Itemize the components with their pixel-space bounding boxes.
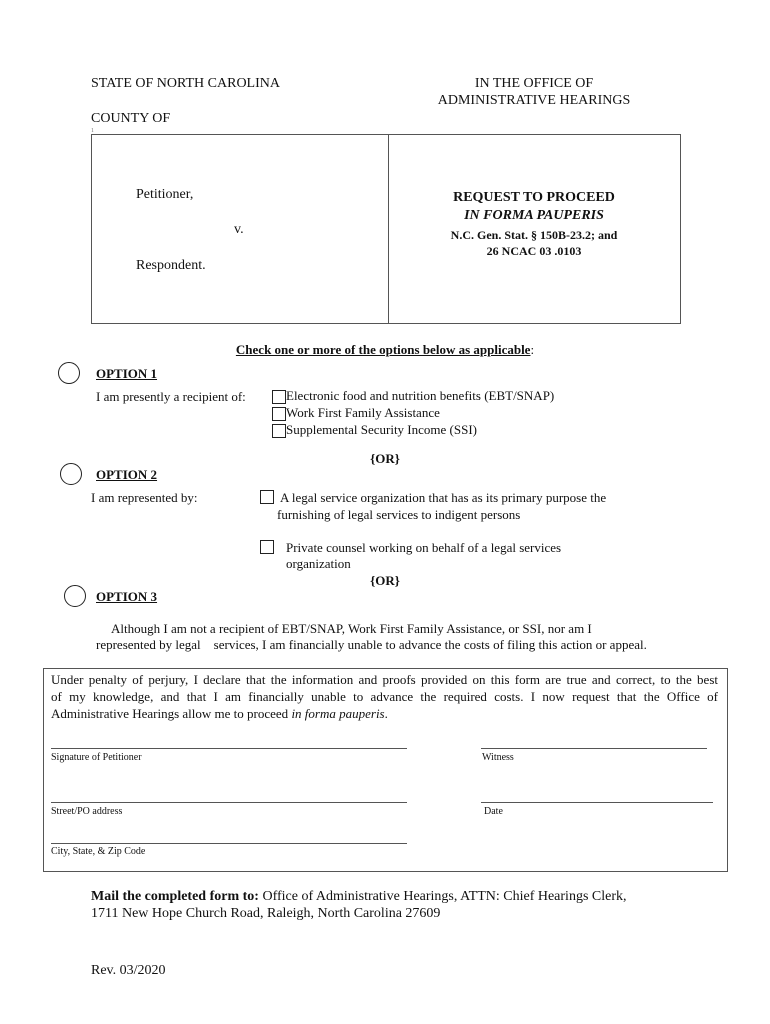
mail-address-line2: 1711 New Hope Church Road, Raleigh, North Carolina 27609 xyxy=(91,906,441,921)
option2-lead: I am represented by: xyxy=(91,490,198,505)
instructions-colon: : xyxy=(530,342,535,357)
street-address-line[interactable] xyxy=(51,802,407,803)
ssi-label: Supplemental Security Income (SSI) xyxy=(286,422,477,437)
petitioner-label: Petitioner, xyxy=(136,187,194,202)
date-label: Date xyxy=(484,806,503,817)
option1-lead: I am presently a recipient of: xyxy=(96,389,246,404)
witness-label: Witness xyxy=(482,752,514,763)
form-title: REQUEST TO PROCEED xyxy=(453,190,615,205)
revision-label: Rev. 03/2020 xyxy=(91,963,166,978)
option3-text-line1: Although I am not a recipient of EBT/SNAP, Work First Family Assistance, or SSI, nor am I xyxy=(111,621,592,636)
private-counsel-checkbox[interactable] xyxy=(260,540,274,554)
signature-label: Signature of Petitioner xyxy=(51,752,142,763)
instructions-line xyxy=(91,342,679,358)
or-separator-1: {OR} xyxy=(370,451,400,466)
date-line[interactable] xyxy=(481,802,713,803)
office-heading-line2: ADMINISTRATIVE HEARINGS xyxy=(437,93,631,108)
option2-label: OPTION 2 xyxy=(96,467,158,482)
city-state-zip-line[interactable] xyxy=(51,843,407,844)
state-heading: STATE OF NORTH CAROLINA xyxy=(91,76,280,91)
ebt-snap-checkbox[interactable] xyxy=(272,390,286,404)
declaration-line2: of my knowledge, and that I am financially unable to advance the required costs. I now request that the Office of xyxy=(51,689,718,704)
private-counsel-line2: organization xyxy=(286,556,351,571)
form-title-italic: IN FORMA PAUPERIS xyxy=(464,208,604,223)
option2-radio[interactable] xyxy=(60,463,82,485)
ebt-snap-label: Electronic food and nutrition benefits (EBT/SNAP) xyxy=(286,388,555,403)
or-separator-2: {OR} xyxy=(370,573,400,588)
signature-line[interactable] xyxy=(51,748,407,749)
witness-line[interactable] xyxy=(481,748,707,749)
versus-label: v. xyxy=(234,222,244,237)
mail-lead: Mail the completed form to: xyxy=(91,889,259,904)
work-first-checkbox[interactable] xyxy=(272,407,286,421)
respondent-label: Respondent. xyxy=(136,258,206,273)
legal-service-org-line1: A legal service organization that has as its primary purpose the xyxy=(280,490,607,505)
declaration-line1: Under penalty of perjury, I declare that the information and proofs provided on this form are true and correct, to the best xyxy=(51,672,718,687)
option3-label: OPTION 3 xyxy=(96,589,158,604)
option3-text-line2: represented by legal services, I am financially unable to advance the costs of filing this action or appeal. xyxy=(96,637,647,652)
instructions-text: Check one or more of the options below as applicable xyxy=(235,342,531,357)
private-counsel-line1: Private counsel working on behalf of a legal services xyxy=(286,540,562,555)
option1-label: OPTION 1 xyxy=(96,366,158,381)
legal-service-org-line2: furnishing of legal services to indigent persons xyxy=(277,507,521,522)
legal-service-org-checkbox[interactable] xyxy=(260,490,274,504)
declaration-line3 xyxy=(51,706,388,722)
statute-line1: N.C. Gen. Stat. § 150B-23.2; and xyxy=(450,228,618,242)
ssi-checkbox[interactable] xyxy=(272,424,286,438)
mail-line1 xyxy=(91,889,627,905)
county-heading: COUNTY OF xyxy=(91,111,171,126)
option3-radio[interactable] xyxy=(64,585,86,607)
city-state-zip-label: City, State, & Zip Code xyxy=(51,846,146,857)
mail-address-line1: Office of Administrative Hearings, ATTN: Chief Hearings Clerk, xyxy=(258,889,627,904)
street-address-label: Street/PO address xyxy=(51,806,123,817)
declaration-line3-italic: in forma pauperis xyxy=(291,706,385,721)
tiny-mark: 1 xyxy=(91,128,94,134)
option1-radio[interactable] xyxy=(58,362,80,384)
statute-line2: 26 NCAC 03 .0103 xyxy=(486,244,582,258)
declaration-line3-end: . xyxy=(384,706,388,721)
work-first-label: Work First Family Assistance xyxy=(286,405,440,420)
office-heading-line1: IN THE OFFICE OF xyxy=(474,76,594,91)
declaration-line3-start: Administrative Hearings allow me to proceed xyxy=(51,706,292,721)
